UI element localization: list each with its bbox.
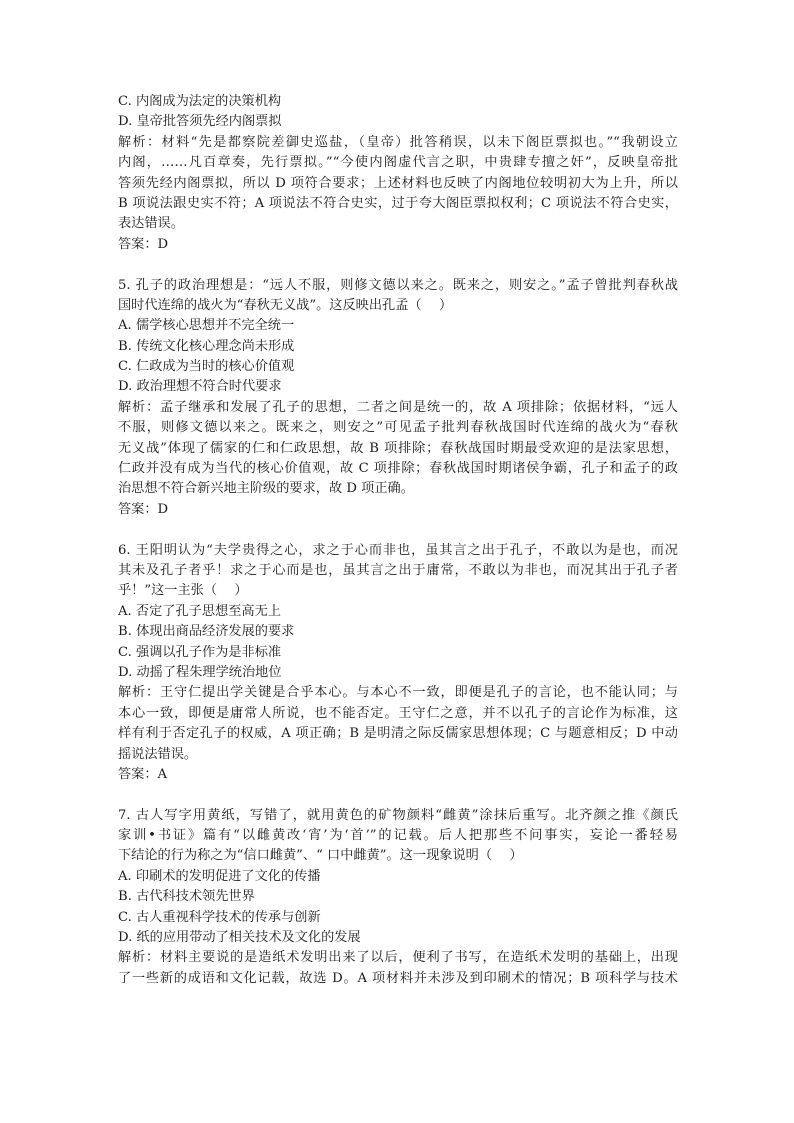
text-line: 7. 古人写字用黄纸，写错了，就用黄色的矿物颜料“雌黄”涂抹后重写。北齐颜之推《颜氏 bbox=[118, 807, 678, 823]
text-line: 本心一致，即便是庸常人所说，也不能否定。王守仁之意，并不以孔子的言论作为标准，这 bbox=[118, 705, 678, 721]
text-line: A. 儒学核心思想并不完全统一 bbox=[118, 318, 295, 334]
text-line: 无义战”体现了儒家的仁和仁政思想，故 B 项排除；春秋战国时期最受欢迎的是法家思想， bbox=[118, 440, 678, 456]
text-line: 国时代连绵的战火为“春秋无义战”。这反映出孔孟（ ） bbox=[118, 297, 453, 313]
text-line: C. 古人重视科学技术的传承与创新 bbox=[118, 909, 321, 925]
text-line: D. 皇帝批答须先经内阁票拟 bbox=[118, 114, 282, 130]
text-line: B. 古代科技术领先世界 bbox=[118, 889, 255, 905]
text-line: B. 体现出商品经济发展的要求 bbox=[118, 624, 295, 640]
text-line: 解析：材料“先是都察院差御史巡盐，（皇帝）批答稍误，以未下阁臣票拟也。”“我朝设立 bbox=[118, 134, 678, 150]
text-line: 答案：D bbox=[118, 236, 169, 252]
text-line: 治思想不符合新兴地主阶级的要求，故 D 项正确。 bbox=[118, 481, 414, 497]
question-block-q4-tail bbox=[118, 92, 678, 255]
text-line: 答案：D bbox=[118, 501, 169, 517]
text-line: D. 纸的应用带动了相关技术及文化的发展 bbox=[118, 930, 361, 946]
text-line: 不服，则修文德以来之。既来之，则安之”可见孟子批判春秋战国时代连绵的战火为“春秋 bbox=[118, 420, 678, 436]
text-line: A. 印刷术的发明促进了文化的传播 bbox=[118, 868, 321, 884]
question-block-q5 bbox=[118, 276, 678, 521]
block-spacer bbox=[118, 785, 678, 805]
text-line: 6. 王阳明认为“夫学贵得之心，求之于心而非也，虽其言之出于孔子，不敢以为是也，而况 bbox=[118, 542, 678, 558]
block-spacer bbox=[118, 520, 678, 540]
text-line: 解析：材料主要说的是造纸术发明出来了以后，便利了书写，在造纸术发明的基础上，出现 bbox=[118, 950, 678, 966]
text-line: 其未及孔子者乎！求之于心而是也，虽其言之出于庸常，不敢以为非也，而况其出于孔子者 bbox=[118, 562, 678, 578]
text-line: 表达错误。 bbox=[118, 216, 184, 232]
text-line: C. 仁政成为当时的核心价值观 bbox=[118, 359, 295, 375]
text-line: C. 强调以孔子作为是非标准 bbox=[118, 644, 282, 660]
text-line: 答案：A bbox=[118, 766, 168, 782]
text-line: 样有利于否定孔子的权威，A 项正确；B 是明清之际反儒家思想体现；C 与题意相反；D 中动 bbox=[118, 726, 678, 742]
text-line: 仁政并没有成为当代的核心价值观，故 C 项排除；春秋战国时期诸侯争霸，孔子和孟子的政 bbox=[118, 461, 678, 477]
question-block-q7 bbox=[118, 806, 678, 990]
text-line: 乎！”这一主张（ ） bbox=[118, 583, 248, 599]
text-line: B. 传统文化核心理念尚未形成 bbox=[118, 338, 295, 354]
text-line: B 项说法跟史实不符；A 项说法不符合史实，过于夸大阁臣票拟权利；C 项说法不符合史实， bbox=[118, 195, 678, 211]
text-line: D. 政治理想不符合时代要求 bbox=[118, 379, 282, 395]
text-line: C. 内阁成为法定的决策机构 bbox=[118, 94, 282, 109]
text-line: 5. 孔子的政治理想是：“远人不服，则修文德以来之。既来之，则安之。”孟子曾批判春秋战 bbox=[118, 277, 678, 293]
text-line: 下结论的行为称之为“信口雌黄”、“ 口中雌黄”。这一现象说明（ ） bbox=[118, 848, 523, 864]
text-line: 答须先经内阁票拟，所以 D 项符合要求；上述材料也反映了内阁地位较明初大为上升，所以 bbox=[118, 175, 678, 191]
question-block-q6 bbox=[118, 541, 678, 786]
text-line: 了一些新的成语和文化记载，故选 D。A 项材料并未涉及到印刷术的情况；B 项科学与技术 bbox=[118, 970, 678, 986]
text-line: 解析：王守仁提出学关键是合乎本心。与本心不一致，即便是孔子的言论，也不能认同；与 bbox=[118, 685, 678, 701]
text-line: A. 否定了孔子思想至高无上 bbox=[118, 603, 281, 619]
text-line: D. 动摇了程朱理学统治地位 bbox=[118, 664, 282, 680]
text-line: 内阁，……凡百章奏，先行票拟。”“今使内阁虚代言之职，中贵肆专擅之奸”，反映皇帝批 bbox=[118, 155, 678, 171]
text-line: 家训•书证》篇有“以雌黄改‘宵’为‘首’”的记载。后人把那些不问事实，妄论一番轻易 bbox=[118, 828, 678, 844]
document-page bbox=[118, 92, 678, 989]
text-line: 解析：孟子继承和发展了孔子的思想，二者之间是统一的，故 A 项排除；依据材料，“远人 bbox=[118, 399, 678, 415]
block-spacer bbox=[118, 255, 678, 275]
text-line: 摇说法错误。 bbox=[118, 746, 198, 762]
